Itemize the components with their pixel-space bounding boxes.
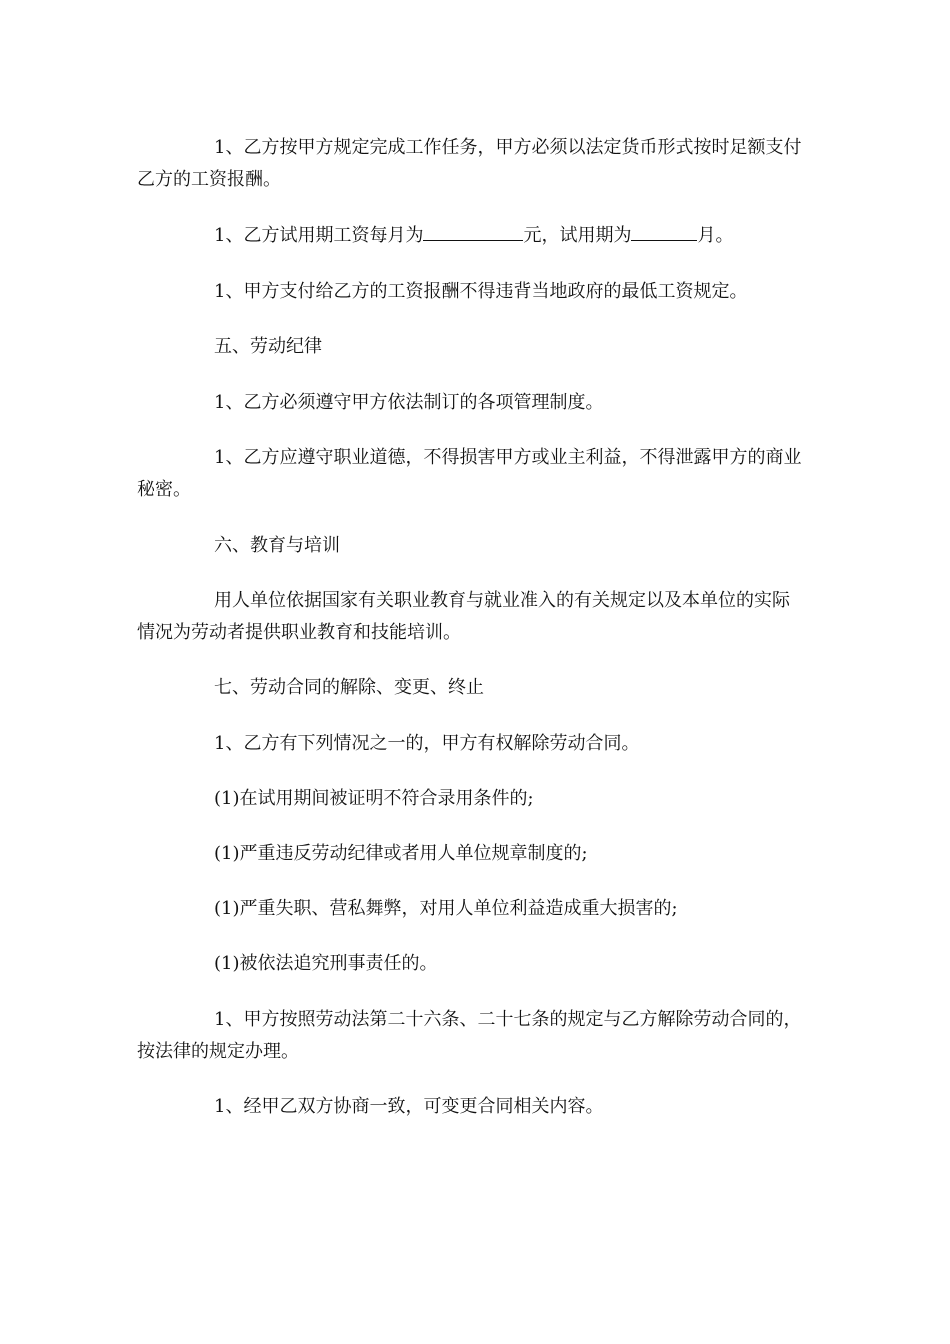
paragraph-probation-salary (137, 220, 802, 252)
paragraph-minimum-wage: 1、甲方支付给乙方的工资报酬不得违背当地政府的最低工资规定。 (214, 281, 748, 302)
paragraph-vocational-training: 用人单位依据国家有关职业教育与就业准入的有关规定以及本单位的实际情况为劳动者提供职业教育和技能培训。 (137, 590, 790, 643)
paragraph-management-rules: 1、乙方必须遵守甲方依法制订的各项管理制度。 (214, 392, 604, 413)
list-item-dereliction: (1)严重失职、营私舞弊，对用人单位利益造成重大损害的; (214, 898, 678, 919)
list-item-discipline-violation: (1)严重违反劳动纪律或者用人单位规章制度的; (214, 843, 588, 864)
salary-blank-field[interactable] (423, 220, 523, 241)
probation-text-part1: 1、乙方试用期工资每月为 (214, 225, 424, 246)
paragraph-professional-ethics: 1、乙方应遵守职业道德，不得损害甲方或业主利益，不得泄露甲方的商业秘密。 (137, 447, 802, 500)
paragraph-contract-amendment: 1、经甲乙双方协商一致，可变更合同相关内容。 (214, 1096, 604, 1117)
paragraph-termination-conditions: 1、乙方有下列情况之一的，甲方有权解除劳动合同。 (214, 733, 640, 754)
list-item-probation-failure: (1)在试用期间被证明不符合录用条件的; (214, 788, 534, 809)
paragraph-labor-law-termination: 1、甲方按照劳动法第二十六条、二十七条的规定与乙方解除劳动合同的，按法律的规定办理。 (137, 1009, 802, 1062)
paragraph-salary-payment: 1、乙方按甲方规定完成工作任务，甲方必须以法定货币形式按时足额支付乙方的工资报酬。 (137, 137, 802, 190)
section-heading-labor-discipline: 五、劳动纪律 (214, 336, 322, 357)
probation-months-blank-field[interactable] (631, 220, 697, 241)
probation-text-part2: 元，试用期为 (523, 225, 632, 246)
list-item-criminal-liability: (1)被依法追究刑事责任的。 (214, 953, 438, 974)
section-heading-education-training: 六、教育与培训 (214, 535, 340, 556)
probation-text-part3: 月。 (697, 225, 734, 246)
section-heading-contract-termination: 七、劳动合同的解除、变更、终止 (214, 677, 484, 698)
